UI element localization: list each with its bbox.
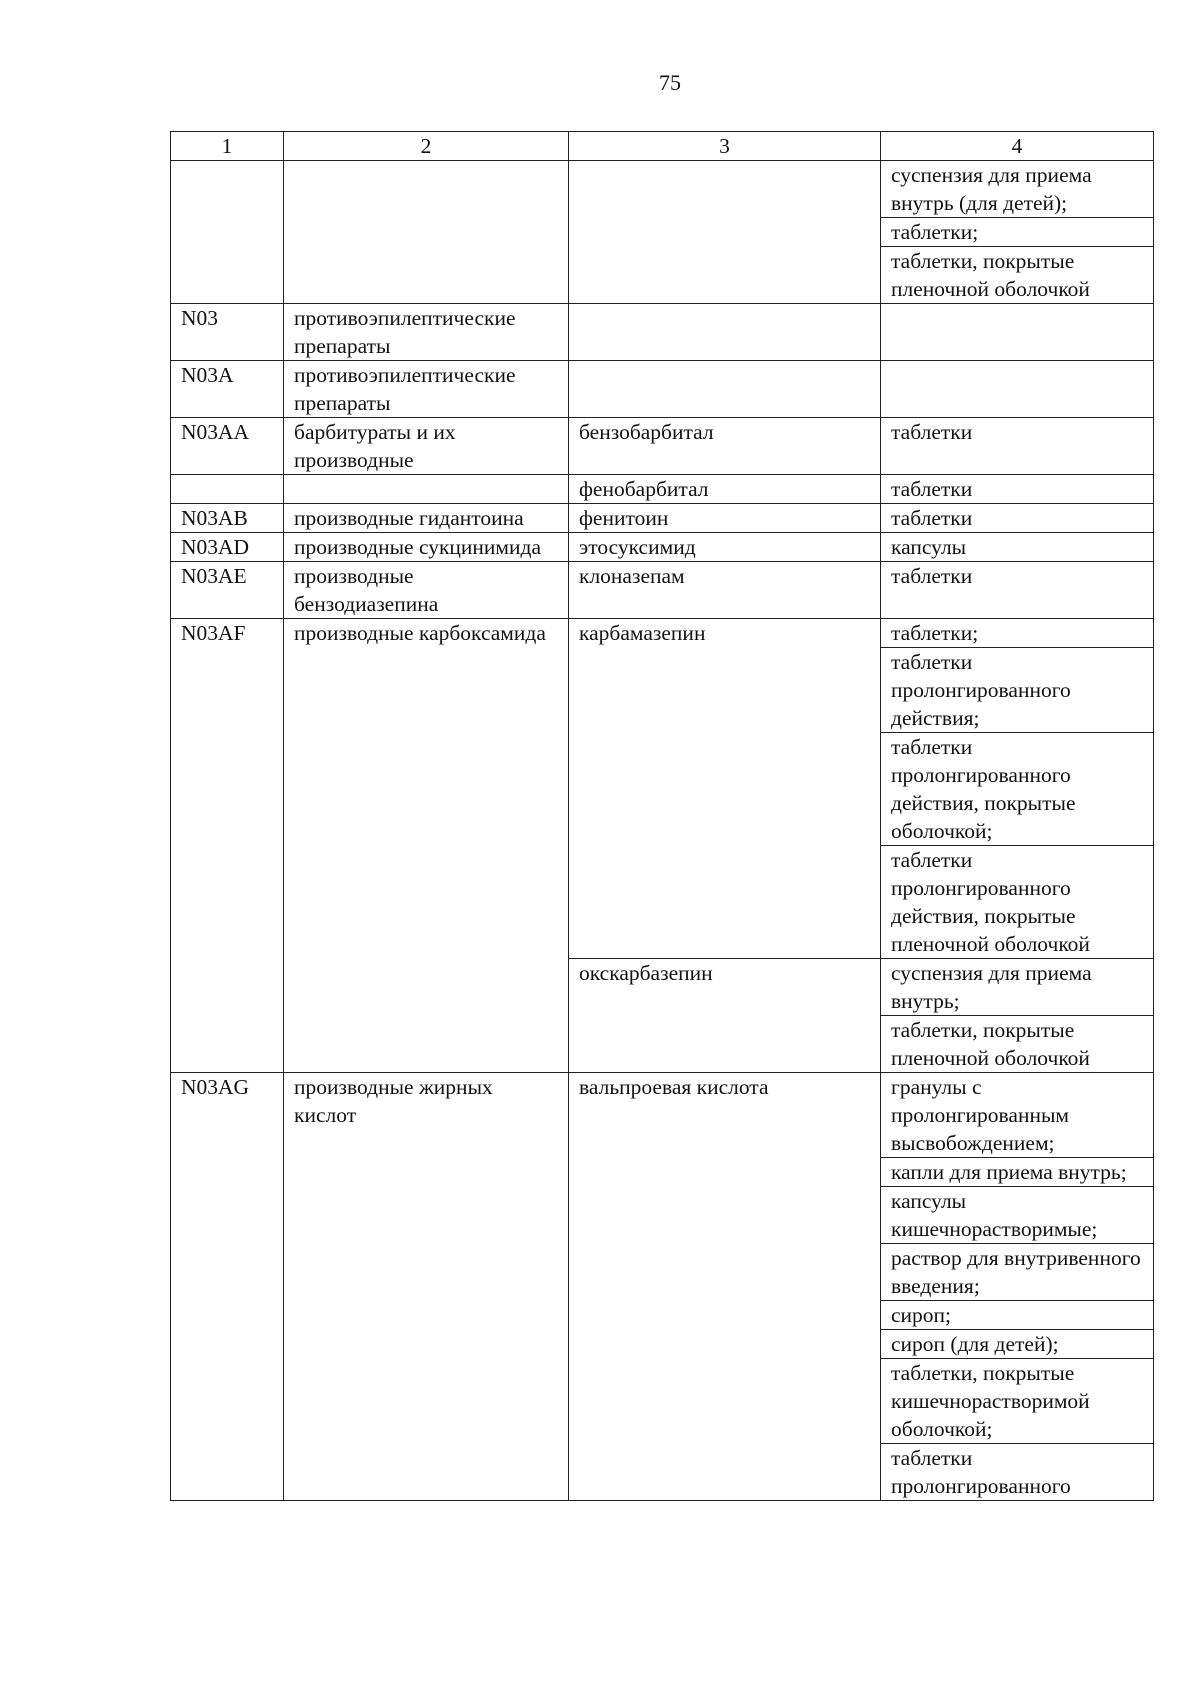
- drug-name: фенобарбитал: [569, 475, 881, 504]
- atc-code: [171, 475, 284, 504]
- table-row: [171, 562, 1154, 619]
- drug-name: вальпроевая кислота: [569, 1073, 881, 1501]
- dosage-form: таблетки, покрытые кишечнорастворимой оболочкой;: [881, 1358, 1153, 1443]
- table-row: [171, 619, 1154, 959]
- atc-code: [171, 161, 284, 304]
- dosage-forms: [881, 959, 1154, 1073]
- dosage-form: таблетки пролонгированного: [881, 1443, 1153, 1500]
- table-row: [171, 304, 1154, 361]
- drug-name: [569, 361, 881, 418]
- dosage-forms: [881, 161, 1154, 304]
- group-name: противоэпилептические препараты: [284, 304, 569, 361]
- dosage-forms: [881, 361, 1154, 418]
- dosage-form: раствор для внутривенного введения;: [881, 1243, 1153, 1300]
- drug-name: фенитоин: [569, 504, 881, 533]
- group-name: производные бензодиазепина: [284, 562, 569, 619]
- dosage-form: таблетки пролонгированного действия;: [881, 647, 1153, 732]
- drug-table: [170, 131, 1154, 1501]
- atc-code: N03: [171, 304, 284, 361]
- atc-code: N03AB: [171, 504, 284, 533]
- atc-code: N03AG: [171, 1073, 284, 1501]
- dosage-form: таблетки, покрытые пленочной оболочкой: [881, 246, 1153, 303]
- group-name: [284, 161, 569, 304]
- column-header: 4: [881, 132, 1154, 161]
- atc-code: N03AE: [171, 562, 284, 619]
- dosage-form: таблетки, покрытые пленочной оболочкой: [881, 1015, 1153, 1072]
- group-name: производные гидантоина: [284, 504, 569, 533]
- dosage-forms: таблетки: [881, 475, 1154, 504]
- page-number: 75: [659, 70, 681, 95]
- dosage-form: таблетки;: [881, 217, 1153, 246]
- group-name: производные жирных кислот: [284, 1073, 569, 1501]
- dosage-form: капли для приема внутрь;: [881, 1157, 1153, 1186]
- table-row: [171, 533, 1154, 562]
- group-name: противоэпилептические препараты: [284, 361, 569, 418]
- drug-name: этосуксимид: [569, 533, 881, 562]
- dosage-forms: капсулы: [881, 533, 1154, 562]
- dosage-forms: [881, 619, 1154, 959]
- group-name: производные сукцинимида: [284, 533, 569, 562]
- group-name: производные карбоксамида: [284, 619, 569, 1073]
- table-row: [171, 161, 1154, 304]
- table-header-row: [171, 132, 1154, 161]
- dosage-form: суспензия для приема внутрь;: [891, 961, 1092, 1013]
- dosage-form: таблетки;: [891, 621, 979, 645]
- drug-name: [569, 304, 881, 361]
- dosage-forms: [881, 304, 1154, 361]
- dosage-forms: таблетки: [881, 504, 1154, 533]
- atc-code: N03A: [171, 361, 284, 418]
- drug-name: окскарбазепин: [569, 959, 881, 1073]
- column-header: 2: [284, 132, 569, 161]
- table-row: [171, 1073, 1154, 1501]
- atc-code: N03AA: [171, 418, 284, 475]
- dosage-form: суспензия для приема внутрь (для детей);: [891, 163, 1092, 215]
- dosage-form: сироп (для детей);: [881, 1329, 1153, 1358]
- dosage-form: таблетки пролонгированного действия, покрытые пленочной оболочкой: [881, 845, 1153, 958]
- table-row: [171, 361, 1154, 418]
- group-name: [284, 475, 569, 504]
- dosage-form: сироп;: [881, 1300, 1153, 1329]
- column-header: 3: [569, 132, 881, 161]
- drug-name: карбамазепин: [569, 619, 881, 959]
- table-row: [171, 475, 1154, 504]
- drug-name: [569, 161, 881, 304]
- table-row: [171, 418, 1154, 475]
- dosage-form: таблетки пролонгированного действия, покрытые оболочкой;: [881, 732, 1153, 845]
- dosage-form: капсулы кишечнорастворимые;: [881, 1186, 1153, 1243]
- drug-name: клоназепам: [569, 562, 881, 619]
- column-header: 1: [171, 132, 284, 161]
- dosage-forms: таблетки: [881, 562, 1154, 619]
- dosage-forms: таблетки: [881, 418, 1154, 475]
- atc-code: N03AF: [171, 619, 284, 1073]
- group-name: барбитураты и их производные: [284, 418, 569, 475]
- atc-code: N03AD: [171, 533, 284, 562]
- table-row: [171, 504, 1154, 533]
- dosage-form: гранулы с пролонгированным высвобождением;: [891, 1075, 1070, 1155]
- drug-name: бензобарбитал: [569, 418, 881, 475]
- dosage-forms: [881, 1073, 1154, 1501]
